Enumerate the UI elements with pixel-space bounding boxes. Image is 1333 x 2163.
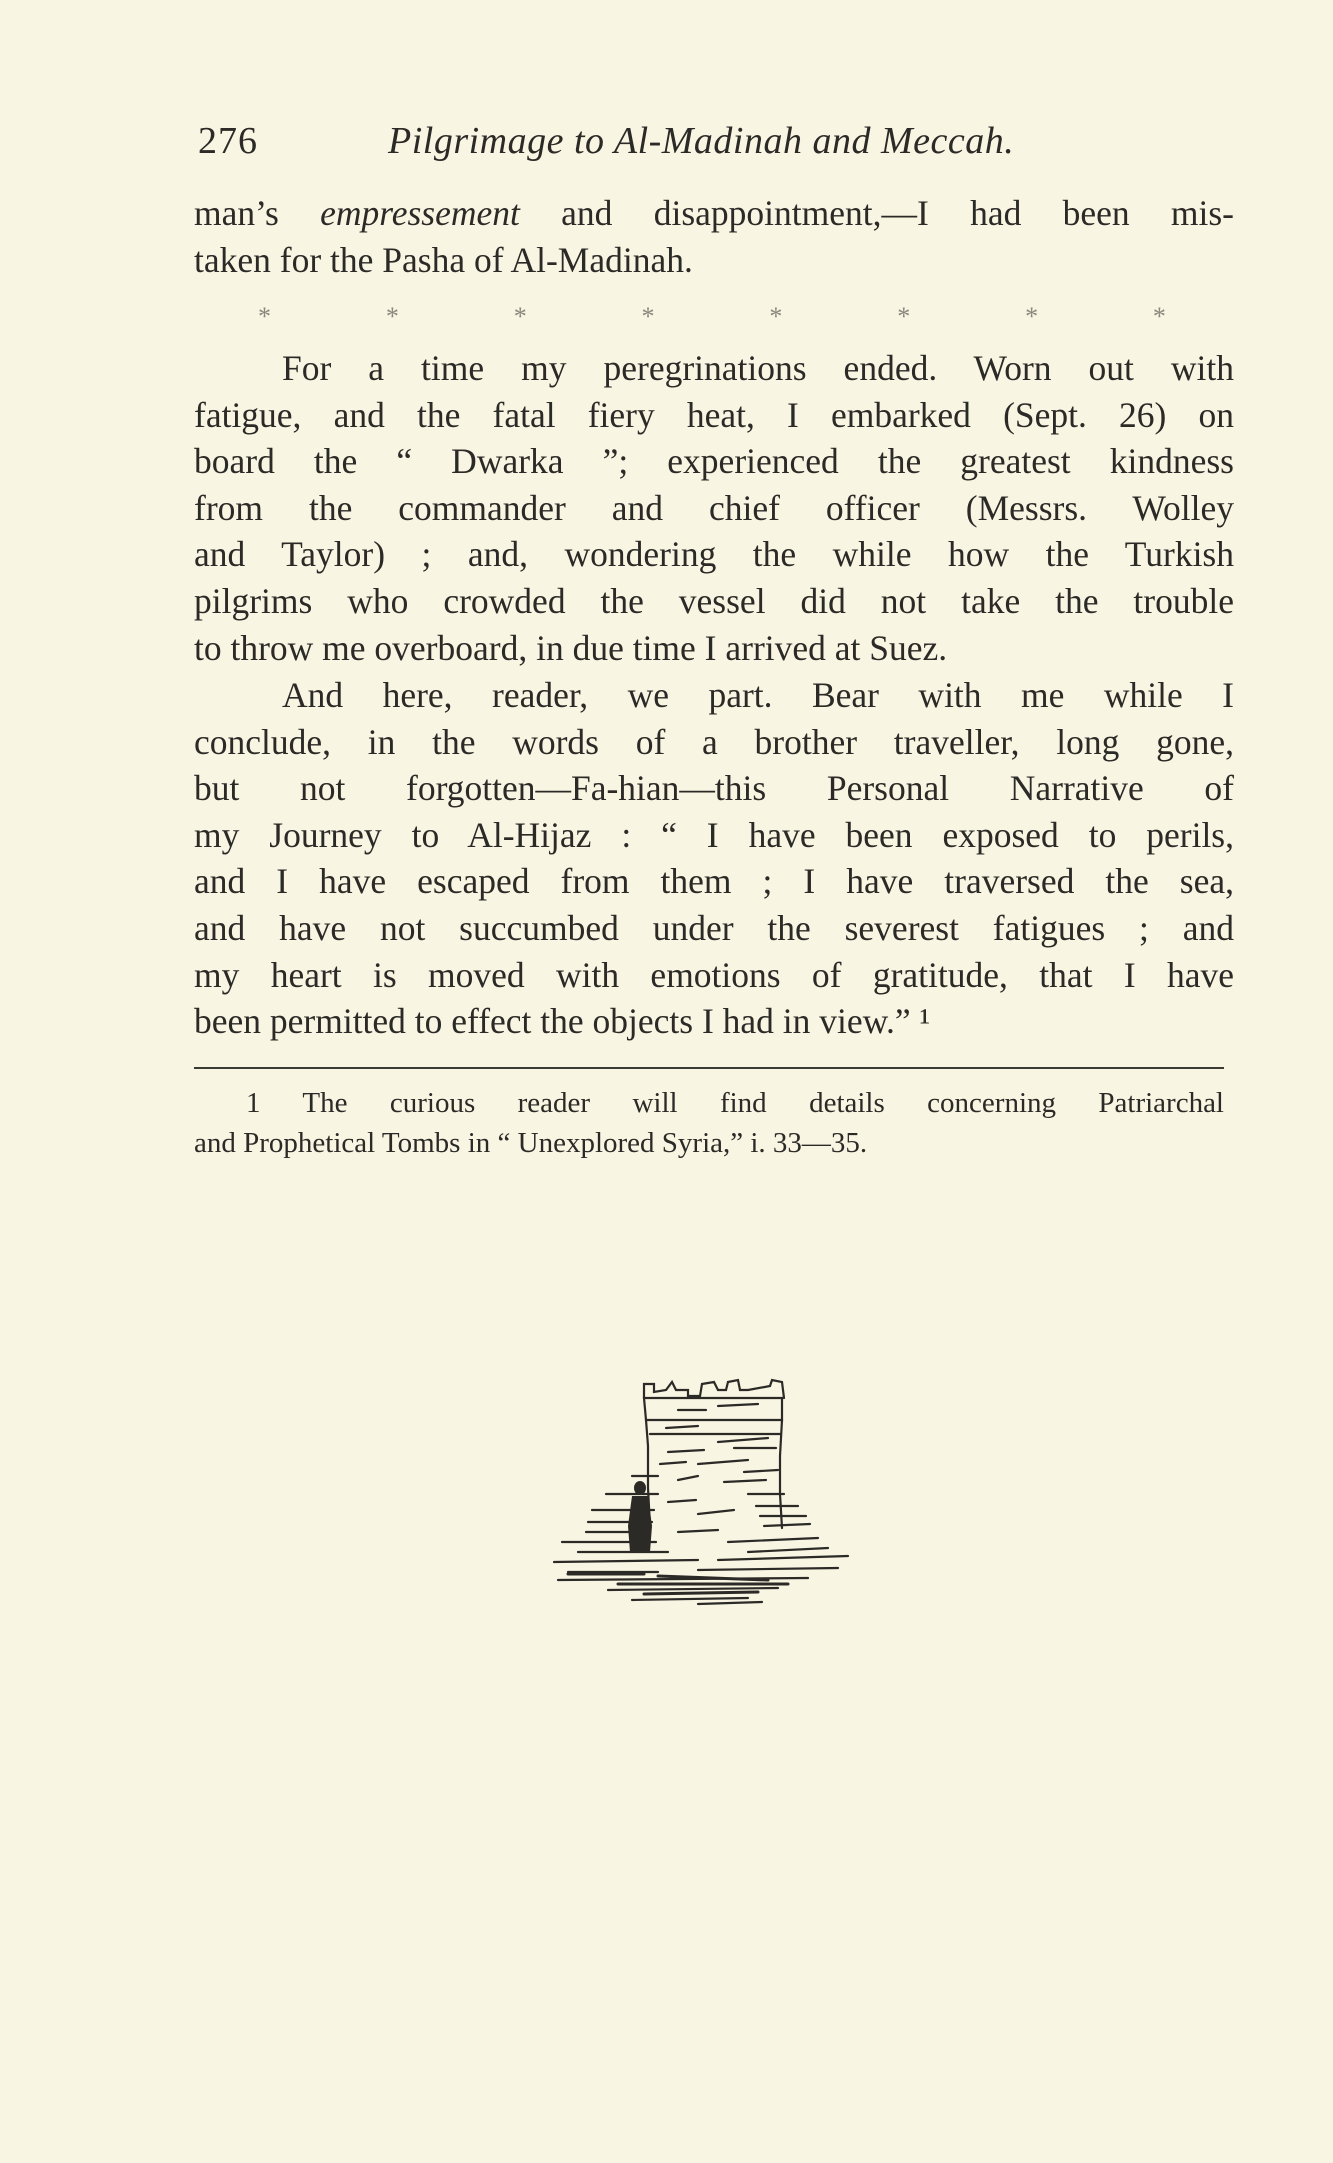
asterisk-mark: * bbox=[1025, 302, 1039, 331]
text-line bbox=[194, 190, 1234, 237]
section-separator bbox=[258, 302, 1166, 336]
asterisk-mark: * bbox=[258, 302, 271, 331]
asterisk-mark: * bbox=[385, 302, 399, 331]
asterisk-mark: * bbox=[897, 302, 911, 331]
text-line: board the “ Dwarka ”; experienced the greatest kindness bbox=[194, 441, 1234, 482]
text-line: conclude, in the words of a brother traveller, long gone, bbox=[194, 721, 1234, 762]
text-line: to throw me overboard, in due time I arrived at Suez. bbox=[194, 627, 948, 668]
page-number: 276 bbox=[198, 120, 258, 162]
running-title: Pilgrimage to Al-Madinah and Meccah. bbox=[388, 120, 1015, 162]
italic-word: empressement bbox=[320, 193, 520, 233]
footnote-rule bbox=[194, 1067, 1224, 1069]
paragraph-1 bbox=[194, 190, 1234, 283]
text-line: from the commander and chief officer (Messrs. Wolley bbox=[194, 487, 1234, 528]
text-fragment: and disappointment,—I had been mis- bbox=[561, 193, 1235, 233]
asterisk-mark: * bbox=[641, 302, 655, 331]
paragraph-3 bbox=[194, 672, 1234, 1045]
text-line: my Journey to Al-Hijaz : “ I have been exposed to perils, bbox=[194, 814, 1234, 855]
footnote-line: and Prophetical Tombs in “ Unexplored Syria,” i. 33—35. bbox=[194, 1127, 868, 1159]
page-header bbox=[198, 116, 1238, 166]
text-line: fatigue, and the fatal fiery heat, I embarked (Sept. 26) on bbox=[194, 394, 1234, 435]
asterisk-mark: * bbox=[513, 302, 527, 331]
footnote bbox=[194, 1083, 1224, 1163]
text-line: been permitted to effect the objects I had in view.” ¹ bbox=[194, 1001, 931, 1042]
text-fragment: man’s bbox=[194, 193, 279, 233]
text-line: And here, reader, we part. Bear with me while I bbox=[282, 675, 1234, 715]
text-line: pilgrims who crowded the vessel did not take the trouble bbox=[194, 580, 1234, 621]
tomb-vignette-illustration bbox=[548, 1376, 864, 1654]
text-line: and Taylor) ; and, wondering the while how the Turkish bbox=[194, 534, 1234, 575]
footnote-line: 1 The curious reader will find details concerning Patriarchal bbox=[246, 1087, 1224, 1119]
text-line: and have not succumbed under the severest fatigues ; and bbox=[194, 907, 1234, 948]
text-line: but not forgotten—Fa-hian—this Personal Narrative of bbox=[194, 768, 1234, 809]
asterisk-mark: * bbox=[1152, 302, 1166, 331]
text-line: and I have escaped from them ; I have traversed the sea, bbox=[194, 861, 1234, 902]
text-line: my heart is moved with emotions of gratitude, that I have bbox=[194, 954, 1234, 995]
asterisk-mark: * bbox=[769, 302, 783, 331]
text-line: For a time my peregrinations ended. Worn out with bbox=[282, 348, 1234, 388]
text-line: taken for the Pasha of Al-Madinah. bbox=[194, 239, 693, 280]
paragraph-2 bbox=[194, 345, 1234, 671]
